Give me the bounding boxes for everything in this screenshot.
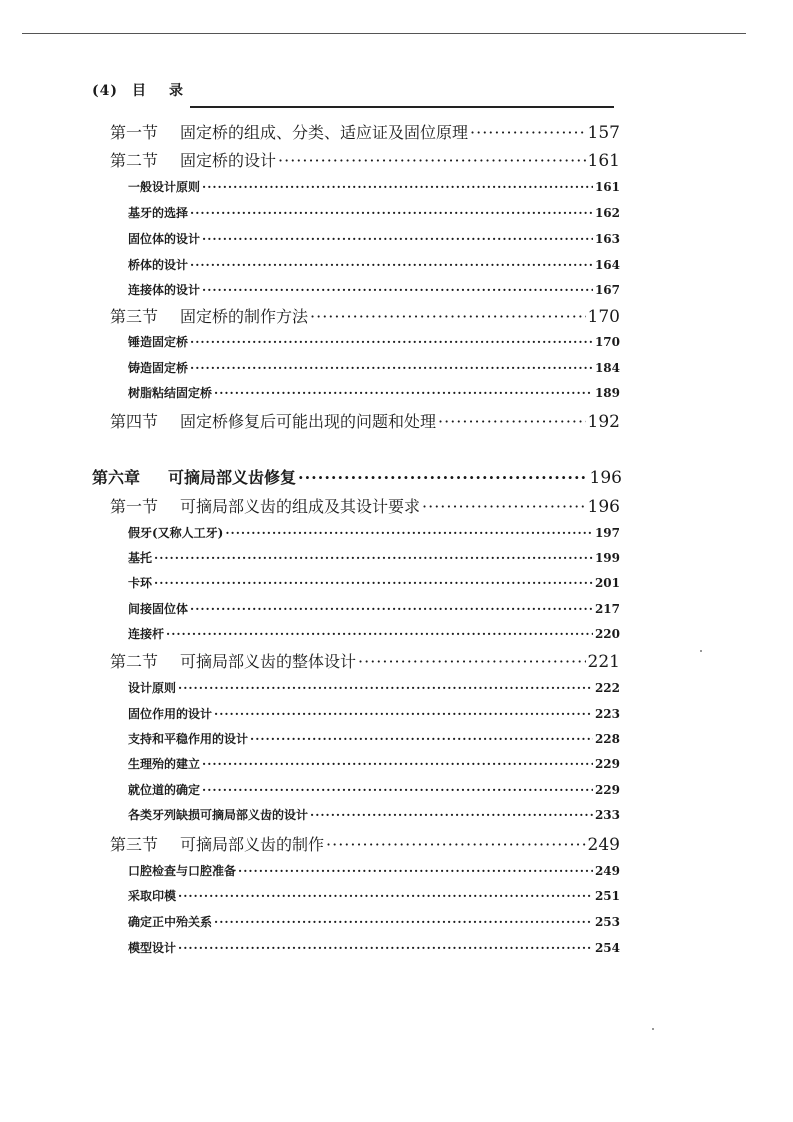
entry-page: 229 xyxy=(594,783,620,797)
toc-entry[interactable] xyxy=(128,281,620,298)
entry-page: 253 xyxy=(594,915,620,929)
entry-title: 口腔检查与口腔准备 xyxy=(128,864,237,878)
toc-entry[interactable] xyxy=(128,755,620,772)
toc-entry[interactable] xyxy=(128,524,620,541)
toc-entry[interactable] xyxy=(110,148,620,171)
entry-page: 163 xyxy=(594,232,620,246)
dot-leader xyxy=(238,864,593,878)
header-title-part1: 目 xyxy=(132,83,147,99)
entry-label: 第四节 xyxy=(110,412,159,431)
entry-page: 251 xyxy=(594,889,620,903)
entry-title: 可摘局部义齿的整体设计 xyxy=(180,652,357,671)
dot-leader xyxy=(250,732,593,746)
top-border-line xyxy=(22,33,746,34)
entry-title: 连接杆 xyxy=(128,627,165,641)
dot-leader xyxy=(190,335,593,349)
entry-page: 196 xyxy=(587,497,620,517)
toc-entry[interactable] xyxy=(128,384,620,401)
dot-leader xyxy=(190,258,593,272)
toc-entry[interactable] xyxy=(128,913,620,930)
entry-title: 假牙(又称人工牙) xyxy=(128,526,224,540)
toc-entry[interactable] xyxy=(128,600,620,617)
toc-entry[interactable] xyxy=(128,574,620,591)
entry-label: 第一节 xyxy=(110,497,159,516)
entry-page: 220 xyxy=(594,627,620,641)
entry-title: 基托 xyxy=(128,551,153,565)
entry-page: 199 xyxy=(594,551,620,565)
toc-entry[interactable] xyxy=(110,649,620,672)
entry-title: 固定桥的组成、分类、适应证及固位原理 xyxy=(180,123,469,142)
entry-title: 支持和平稳作用的设计 xyxy=(128,732,249,746)
toc-entry[interactable] xyxy=(128,862,620,879)
entry-title: 生理殆的建立 xyxy=(128,757,201,771)
entry-label: 第二节 xyxy=(110,652,159,671)
toc-entry[interactable] xyxy=(128,178,620,195)
entry-title: 固定桥的设计 xyxy=(180,151,277,170)
entry-title: 树脂粘结固定桥 xyxy=(128,386,213,400)
entry-page: 192 xyxy=(587,412,620,432)
entry-title: 可摘局部义齿修复 xyxy=(168,468,297,487)
entry-page: 249 xyxy=(587,835,620,855)
entry-page: 170 xyxy=(587,307,620,327)
entry-page: 164 xyxy=(594,258,620,272)
entry-page: 162 xyxy=(594,206,620,220)
entry-page: 197 xyxy=(594,526,620,540)
dot-leader xyxy=(190,361,593,375)
toc-entry[interactable] xyxy=(128,359,620,376)
entry-page: 161 xyxy=(594,180,620,194)
entry-label: 第三节 xyxy=(110,307,159,326)
entry-page: 167 xyxy=(594,283,620,297)
entry-title: 桥体的设计 xyxy=(128,258,189,272)
entry-title: 设计原则 xyxy=(128,681,177,695)
dot-leader xyxy=(202,283,593,297)
entry-label: 第六章 xyxy=(92,468,141,487)
toc-entry[interactable] xyxy=(110,120,620,143)
dot-leader xyxy=(214,707,593,721)
entry-title: 采取印模 xyxy=(128,889,177,903)
dot-leader xyxy=(166,627,593,641)
toc-entry[interactable] xyxy=(128,705,620,722)
toc-entry[interactable] xyxy=(128,781,620,798)
entry-title: 连接体的设计 xyxy=(128,283,201,297)
dot-leader xyxy=(202,757,593,771)
dot-leader xyxy=(154,551,593,565)
toc-entry[interactable] xyxy=(128,806,620,823)
dot-leader xyxy=(298,468,588,487)
dot-leader xyxy=(358,652,586,671)
dot-leader xyxy=(154,576,593,590)
entry-label: 第一节 xyxy=(110,123,159,142)
dot-leader xyxy=(326,835,586,854)
page-number: (4) xyxy=(92,83,118,99)
entry-page: 222 xyxy=(594,681,620,695)
entry-title: 可摘局部义齿的组成及其设计要求 xyxy=(180,497,421,516)
dot-leader xyxy=(214,915,593,929)
entry-page: 189 xyxy=(594,386,620,400)
dot-leader xyxy=(190,206,593,220)
toc-entry[interactable] xyxy=(128,679,620,696)
toc-entry[interactable] xyxy=(110,304,620,327)
dot-leader xyxy=(178,941,593,955)
toc-entry[interactable] xyxy=(110,494,620,517)
dot-leader xyxy=(278,151,586,170)
scan-speck xyxy=(652,1028,654,1030)
entry-page: 229 xyxy=(594,757,620,771)
entry-title: 各类牙列缺损可摘局部义齿的设计 xyxy=(128,808,309,822)
entry-title: 可摘局部义齿的制作 xyxy=(180,835,325,854)
entry-title: 固位体的设计 xyxy=(128,232,201,246)
toc-entry[interactable] xyxy=(128,230,620,247)
entry-title: 固定桥的制作方法 xyxy=(180,307,309,326)
dot-leader xyxy=(178,681,593,695)
dot-leader xyxy=(202,180,593,194)
dot-leader xyxy=(422,497,586,516)
entry-page: 221 xyxy=(587,652,620,672)
dot-leader xyxy=(202,232,593,246)
dot-leader xyxy=(214,386,593,400)
entry-label: 第二节 xyxy=(110,151,159,170)
page-header xyxy=(92,80,184,100)
entry-title: 间接固位体 xyxy=(128,602,189,616)
dot-leader xyxy=(310,808,593,822)
toc-entry[interactable] xyxy=(110,832,620,855)
toc-chapter-entry[interactable] xyxy=(92,465,622,488)
toc-entry[interactable] xyxy=(128,256,620,273)
entry-page: 223 xyxy=(594,707,620,721)
entry-page: 254 xyxy=(594,941,620,955)
header-rule xyxy=(190,106,614,108)
entry-title: 模型设计 xyxy=(128,941,177,955)
header-title-part2: 录 xyxy=(169,83,184,99)
entry-title: 确定正中殆关系 xyxy=(128,915,213,929)
entry-page: 184 xyxy=(594,361,620,375)
entry-title: 基牙的选择 xyxy=(128,206,189,220)
dot-leader xyxy=(190,602,593,616)
toc-entry[interactable] xyxy=(128,333,620,350)
entry-page: 170 xyxy=(594,335,620,349)
toc-entry[interactable] xyxy=(128,549,620,566)
entry-page: 249 xyxy=(594,864,620,878)
entry-page: 196 xyxy=(589,468,622,488)
entry-title: 铸造固定桥 xyxy=(128,361,189,375)
entry-title: 就位道的确定 xyxy=(128,783,201,797)
entry-page: 161 xyxy=(587,151,620,171)
entry-title: 固位作用的设计 xyxy=(128,707,213,721)
dot-leader xyxy=(178,889,593,903)
dot-leader xyxy=(310,307,586,326)
toc-entry[interactable] xyxy=(128,625,620,642)
toc-entry[interactable] xyxy=(128,730,620,747)
entry-page: 228 xyxy=(594,732,620,746)
toc-entry[interactable] xyxy=(128,204,620,221)
entry-title: 锤造固定桥 xyxy=(128,335,189,349)
entry-page: 157 xyxy=(587,123,620,143)
dot-leader xyxy=(470,123,586,142)
scan-speck xyxy=(700,650,702,652)
toc-entry[interactable] xyxy=(110,409,620,432)
dot-leader xyxy=(438,412,586,431)
entry-page: 217 xyxy=(594,602,620,616)
entry-title: 一般设计原则 xyxy=(128,180,201,194)
toc-entry[interactable] xyxy=(128,939,620,956)
dot-leader xyxy=(225,526,593,540)
toc-entry[interactable] xyxy=(128,887,620,904)
entry-title: 固定桥修复后可能出现的问题和处理 xyxy=(180,412,437,431)
entry-title: 卡环 xyxy=(128,576,153,590)
dot-leader xyxy=(202,783,593,797)
entry-page: 201 xyxy=(594,576,620,590)
entry-page: 233 xyxy=(594,808,620,822)
entry-label: 第三节 xyxy=(110,835,159,854)
